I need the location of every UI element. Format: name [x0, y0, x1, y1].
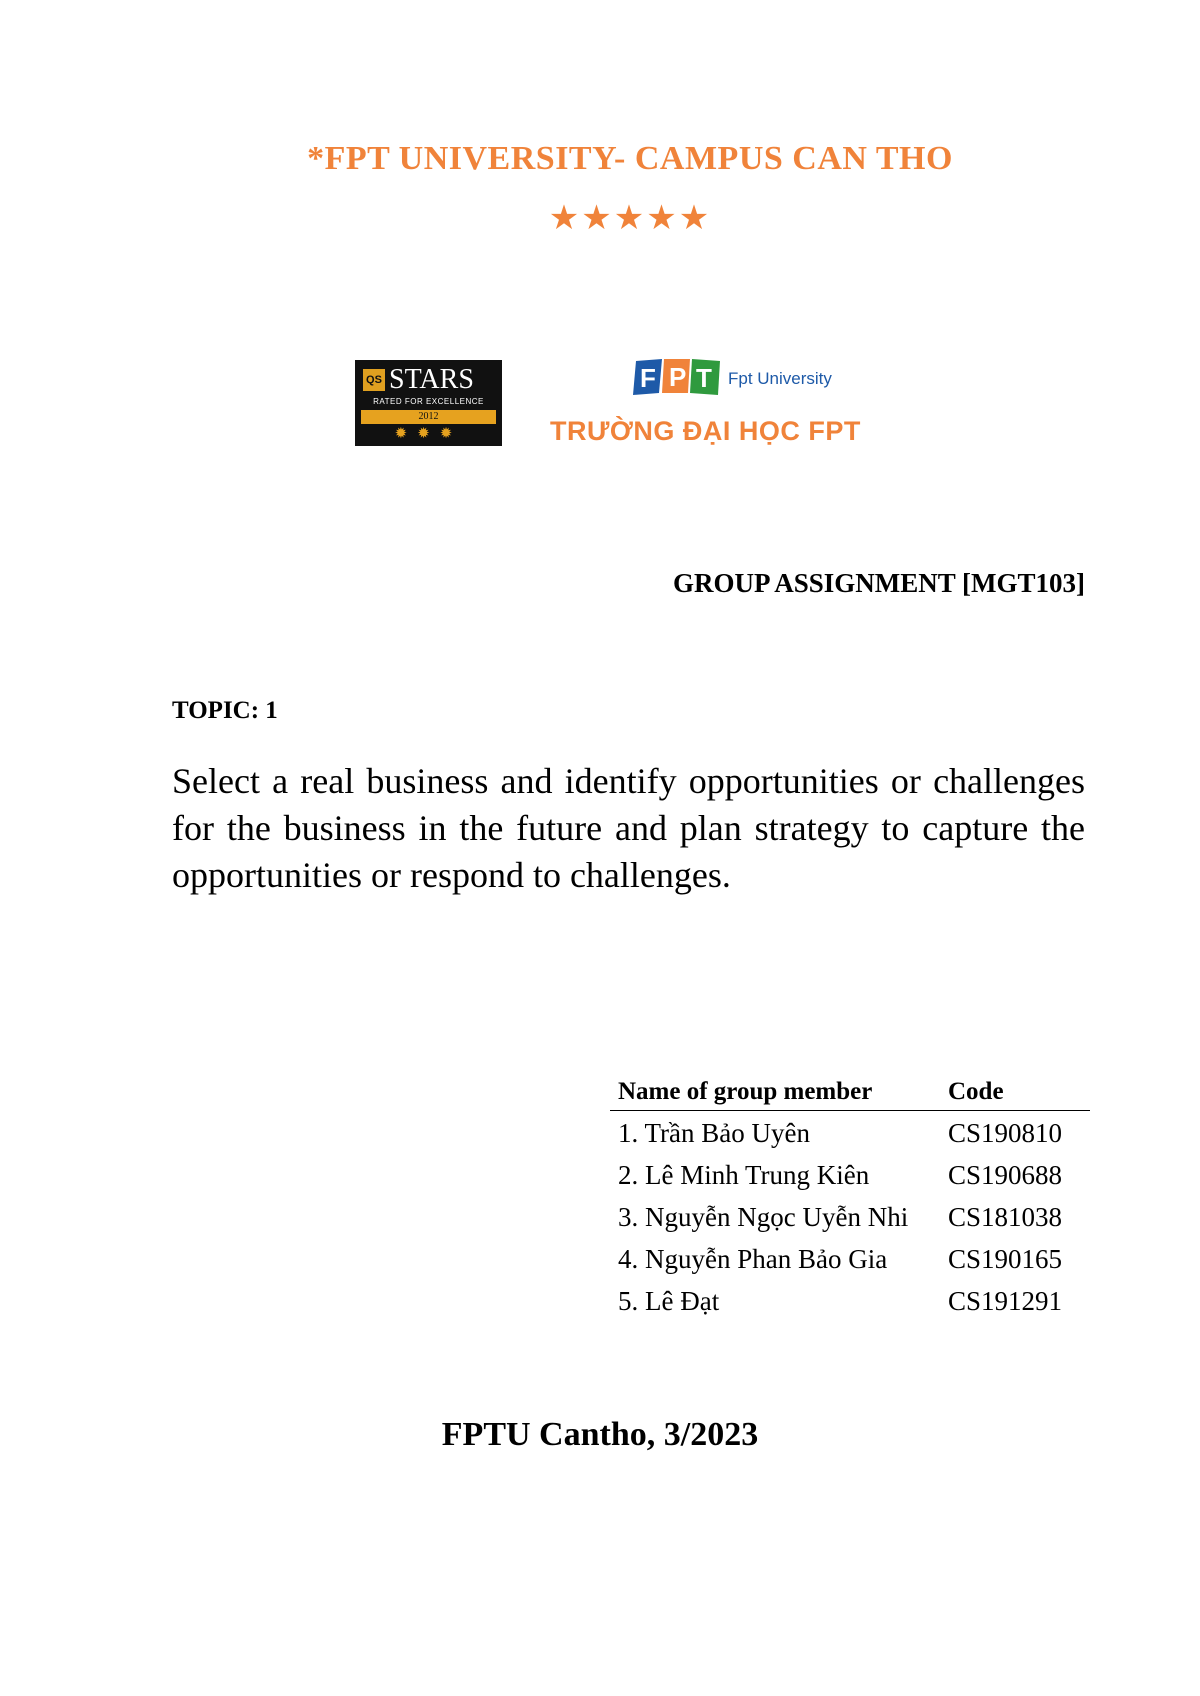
member-code: CS190165	[948, 1244, 1063, 1274]
group-members-table	[610, 1078, 1090, 1321]
code-column-header: Code	[940, 1078, 1090, 1111]
fpt-mark-p: P	[669, 362, 687, 392]
rating-stars: ★★★★★	[548, 200, 712, 237]
qs-logo-top	[359, 366, 498, 396]
table-row	[610, 1279, 1090, 1321]
table-row	[610, 1153, 1090, 1195]
name-column-header: Name of group member	[610, 1078, 940, 1111]
member-code: CS190688	[948, 1160, 1063, 1190]
fpt-vietnamese-name: TRƯỜNG ĐẠI HỌC FPT	[550, 416, 861, 446]
table-row	[610, 1237, 1090, 1279]
member-name: 4. Nguyễn Phan Bảo Gia	[618, 1244, 888, 1274]
member-name: 5. Lê Đạt	[618, 1286, 720, 1316]
footer-date: FPTU Cantho, 3/2023	[441, 1416, 759, 1453]
member-code: CS190810	[948, 1118, 1063, 1148]
member-code: CS181038	[948, 1202, 1063, 1232]
fpt-university-text: Fpt University	[728, 369, 832, 388]
member-code: CS191291	[948, 1286, 1063, 1316]
qs-year: 2012	[361, 410, 496, 424]
table-row	[610, 1111, 1090, 1154]
member-name: 3. Nguyễn Ngọc Uyễn Nhi	[618, 1202, 909, 1232]
fpt-mark-t: T	[696, 363, 712, 393]
table-header-row	[610, 1078, 1090, 1111]
qs-stars-logo	[355, 360, 502, 446]
fpt-mark-f: F	[640, 363, 656, 393]
qs-badge: QS	[363, 369, 385, 391]
member-name: 2. Lê Minh Trung Kiên	[618, 1160, 870, 1190]
member-name: 1. Trần Bảo Uyên	[618, 1118, 811, 1148]
university-title: *FPT UNIVERSITY- CAMPUS CAN THO	[307, 140, 953, 177]
table-row	[610, 1195, 1090, 1237]
assignment-title: GROUP ASSIGNMENT [MGT103]	[672, 568, 1085, 598]
qs-stars-word: STARS	[389, 364, 474, 395]
topic-label: TOPIC: 1	[172, 697, 278, 724]
qs-rated-text: RATED FOR EXCELLENCE	[373, 397, 484, 406]
fpt-logo-icon	[632, 357, 724, 397]
qs-flower-icons: ✹✹✹	[394, 426, 463, 442]
topic-description: Select a real business and identify opportunities or challenges for the business in the future and plan strategy to capture the opportunities or respond to challenges.	[172, 761, 1085, 895]
